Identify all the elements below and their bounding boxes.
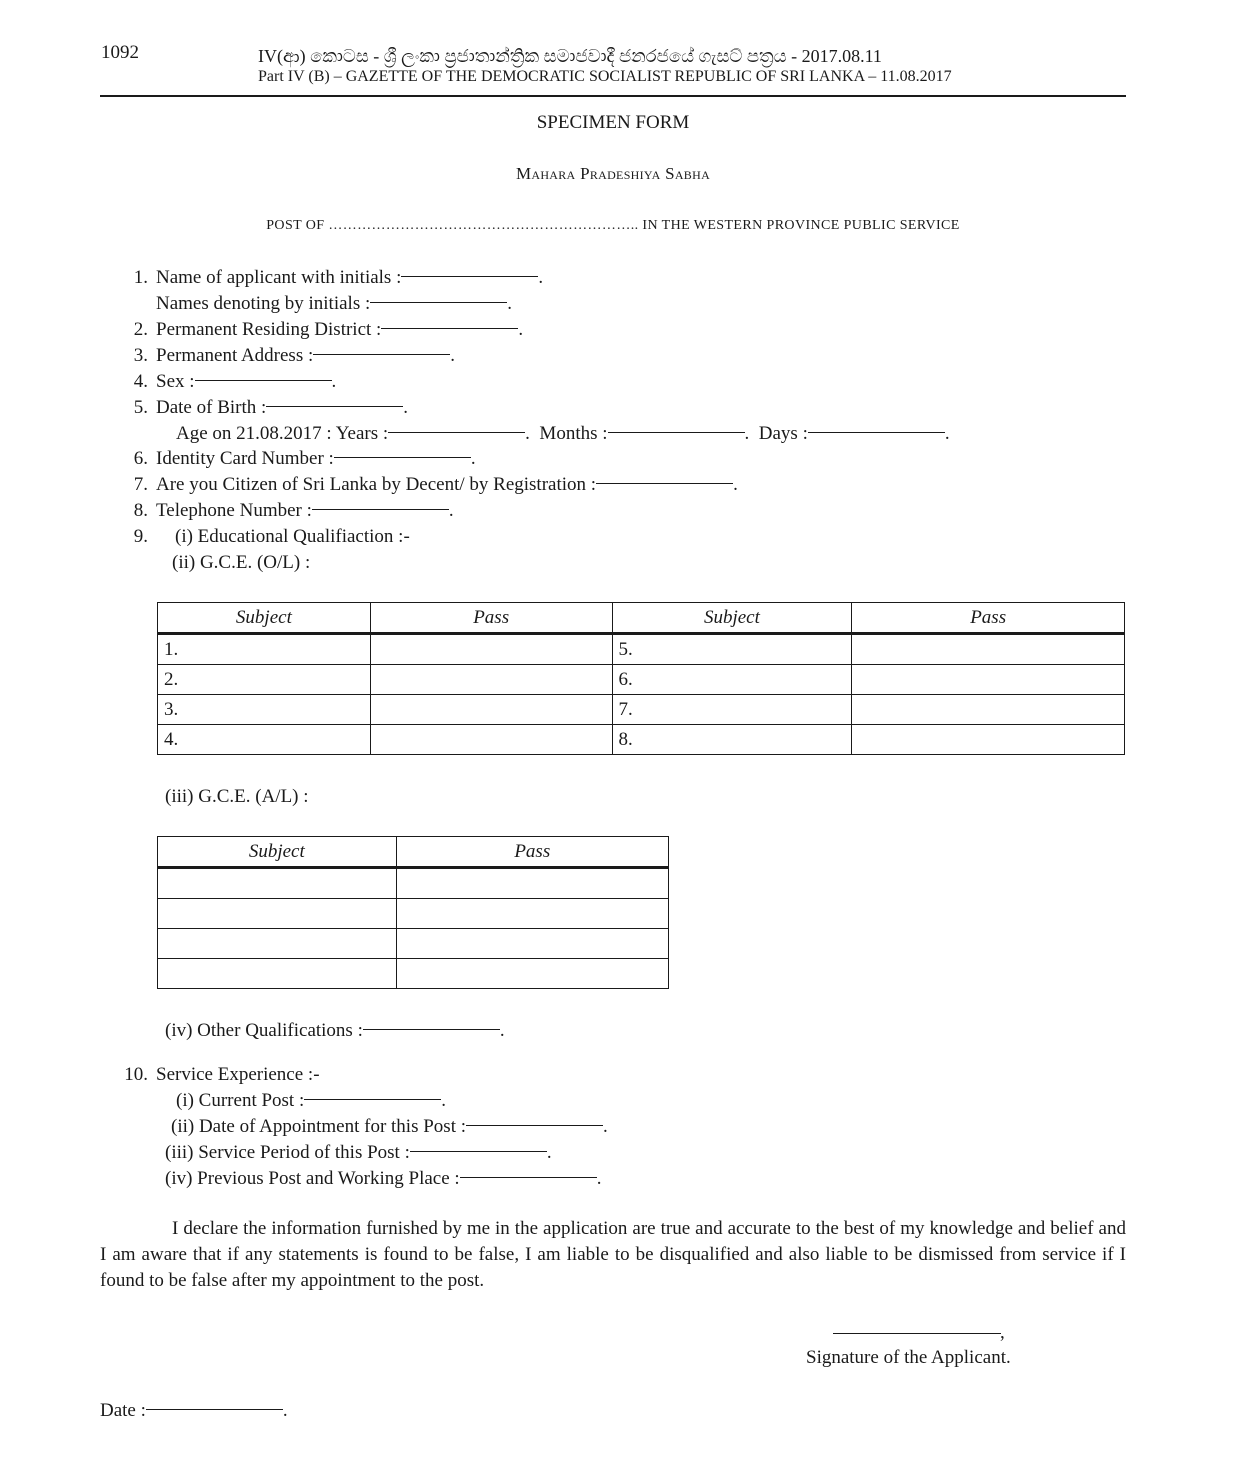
table-row [158, 929, 669, 959]
label-date: Date : [100, 1400, 146, 1421]
gce-ol-table [157, 602, 1125, 755]
label-gce-ol: (ii) G.C.E. (O/L) : [172, 552, 311, 573]
item-number: 8. [133, 500, 148, 521]
item-number: 10. [124, 1064, 148, 1085]
blank-days[interactable] [808, 432, 945, 433]
field-address: 3. Permanent Address : . [126, 343, 455, 369]
field-appointment-date: (ii) Date of Appointment for this Post : . [171, 1116, 608, 1137]
label-address: Permanent Address : [156, 345, 314, 366]
item-number: 5. [133, 397, 148, 418]
subject-cell[interactable] [158, 959, 397, 989]
column-header: Pass [370, 603, 612, 634]
subject-cell[interactable]: 5. [612, 634, 852, 665]
header-rule [100, 95, 1126, 97]
table-row [158, 695, 1125, 725]
label-months: Months : [539, 423, 608, 444]
field-service-experience [118, 1062, 320, 1088]
subject-cell[interactable] [158, 929, 397, 959]
blank-dob[interactable] [266, 406, 403, 407]
field-id-card: 6. Identity Card Number : . [126, 446, 476, 472]
blank-current-post[interactable] [304, 1099, 441, 1100]
blank-age-years[interactable] [388, 432, 525, 433]
table-row [158, 665, 1125, 695]
subject-cell[interactable] [158, 899, 397, 929]
label-service-experience: Service Experience :- [156, 1064, 320, 1085]
blank-name-with-initials[interactable] [401, 276, 538, 277]
label-name-with-initials: Name of applicant with initials : [156, 267, 402, 288]
blank-district[interactable] [381, 328, 518, 329]
blank-citizenship[interactable] [596, 483, 733, 484]
subject-cell[interactable]: 4. [158, 725, 371, 755]
item-number: 4. [133, 371, 148, 392]
table-header-row [158, 603, 1125, 634]
pass-cell[interactable] [852, 634, 1125, 665]
gazette-header-english: Part IV (B) – GAZETTE OF THE DEMOCRATIC SOCIALIST REPUBLIC OF SRI LANKA – 11.08.2017 [258, 68, 952, 85]
pass-cell[interactable] [396, 868, 668, 899]
blank-other-qualifications[interactable] [363, 1029, 500, 1030]
blank-id-card[interactable] [334, 457, 471, 458]
blank-months[interactable] [608, 432, 745, 433]
table-row [158, 899, 669, 929]
label-previous-post: (iv) Previous Post and Working Place : [165, 1168, 460, 1189]
blank-service-period[interactable] [410, 1151, 547, 1152]
blank-previous-post[interactable] [460, 1177, 597, 1178]
pass-cell[interactable] [370, 665, 612, 695]
pass-cell[interactable] [396, 959, 668, 989]
item-number: 1. [133, 267, 148, 288]
field-telephone: 8. Telephone Number : . [126, 498, 454, 524]
field-current-post: (i) Current Post : . [176, 1090, 446, 1111]
page-number: 1092 [101, 42, 139, 63]
label-telephone: Telephone Number : [156, 500, 312, 521]
field-education [126, 524, 410, 550]
subject-cell[interactable]: 2. [158, 665, 371, 695]
label-id-card: Identity Card Number : [156, 448, 334, 469]
label-days: Days : [758, 423, 808, 444]
table-row [158, 634, 1125, 665]
label-citizenship: Are you Citizen of Sri Lanka by Decent/ by Registration : [156, 474, 597, 495]
subject-cell[interactable]: 7. [612, 695, 852, 725]
label-age-years: Age on 21.08.2017 : Years : [176, 423, 389, 444]
item-number: 7. [133, 474, 148, 495]
pass-cell[interactable] [370, 634, 612, 665]
subject-cell[interactable]: 3. [158, 695, 371, 725]
declaration-paragraph [100, 1216, 1126, 1294]
field-date: Date : . [100, 1400, 288, 1421]
blank-telephone[interactable] [312, 509, 449, 510]
gce-al-table [157, 836, 669, 989]
blank-appointment-date[interactable] [466, 1125, 603, 1126]
label-district: Permanent Residing District : [156, 319, 382, 340]
label-appointment-date: (ii) Date of Appointment for this Post : [171, 1116, 467, 1137]
column-header: Pass [396, 837, 668, 868]
field-names-denoting: Names denoting by initials : . [156, 293, 513, 314]
post-of-line: POST OF ……………………………………………………….. IN THE WESTERN PROVINCE PUBLIC SERVICE [266, 218, 960, 233]
form-title: SPECIMEN FORM [536, 112, 690, 133]
subject-cell[interactable]: 8. [612, 725, 852, 755]
blank-address[interactable] [313, 354, 450, 355]
item-number: 9. [133, 526, 148, 547]
column-header: Subject [612, 603, 852, 634]
table-row [158, 868, 669, 899]
label-current-post: (i) Current Post : [176, 1090, 305, 1111]
field-district: 2. Permanent Residing District : . [126, 317, 523, 343]
signature-line[interactable] [833, 1333, 1001, 1334]
blank-date[interactable] [146, 1409, 283, 1410]
table-row [158, 959, 669, 989]
label-dob: Date of Birth : [156, 397, 267, 418]
declaration-text: I declare the information furnished by me in the application are true and accurate to the best of my knowledge and belief and I am aware that if any statements is found to be false, I am liable to be disqualified and also liable to be dismissed from service if I found to be false after my appointment to the post. [100, 1218, 1126, 1291]
pass-cell[interactable] [852, 695, 1125, 725]
column-header: Pass [852, 603, 1125, 634]
field-other-qualifications: (iv) Other Qualifications : . [165, 1020, 505, 1041]
blank-names-denoting[interactable] [370, 302, 507, 303]
subject-cell[interactable]: 1. [158, 634, 371, 665]
label-gce-al: (iii) G.C.E. (A/L) : [165, 786, 309, 807]
pass-cell[interactable] [396, 899, 668, 929]
field-previous-post: (iv) Previous Post and Working Place : . [165, 1168, 602, 1189]
item-number: 6. [133, 448, 148, 469]
field-sex: 4. Sex : . [126, 369, 336, 395]
signature-label: Signature of the Applicant. [806, 1347, 1011, 1368]
form-subtitle: Mahara Pradeshiya Sabha [515, 164, 711, 183]
column-header: Subject [158, 837, 397, 868]
pass-cell[interactable] [370, 725, 612, 755]
signature-comma: , [1000, 1322, 1005, 1343]
gazette-header-sinhala: IV(ආ) කොටස - ශ්‍රී ලංකා ප්‍රජාතාන්ත්‍රික සමාජවාදී ජනරජයේ ගැසට් පත්‍රය - 2017.08.11 [258, 46, 882, 66]
label-sex: Sex : [156, 371, 195, 392]
table-row [158, 725, 1125, 755]
field-age: Age on 21.08.2017 : Years : . Months : . Days : . [176, 423, 950, 444]
field-dob: 5. Date of Birth : . [126, 395, 408, 421]
label-names-denoting: Names denoting by initials : [156, 293, 371, 314]
pass-cell[interactable] [852, 725, 1125, 755]
label-other-qualifications: (iv) Other Qualifications : [165, 1020, 363, 1041]
subject-cell[interactable] [158, 868, 397, 899]
label-education: (i) Educational Qualifiaction :- [175, 526, 410, 547]
field-service-period: (iii) Service Period of this Post : . [165, 1142, 552, 1163]
table-header-row [158, 837, 669, 868]
item-number: 3. [133, 345, 148, 366]
column-header: Subject [158, 603, 371, 634]
subject-cell[interactable]: 6. [612, 665, 852, 695]
field-name-with-initials: 1. Name of applicant with initials : . [126, 265, 543, 291]
field-citizenship: 7. Are you Citizen of Sri Lanka by Decent/ by Registration : . [126, 472, 738, 498]
pass-cell[interactable] [396, 929, 668, 959]
label-service-period: (iii) Service Period of this Post : [165, 1142, 410, 1163]
blank-sex[interactable] [195, 380, 332, 381]
pass-cell[interactable] [370, 695, 612, 725]
item-number: 2. [133, 319, 148, 340]
pass-cell[interactable] [852, 665, 1125, 695]
